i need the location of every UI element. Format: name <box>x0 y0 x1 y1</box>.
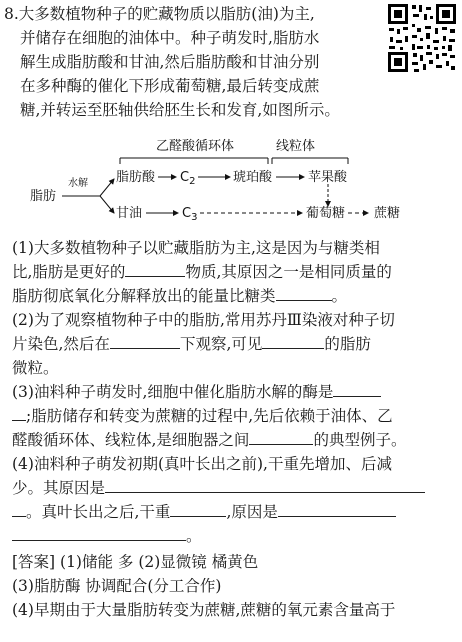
q2-text-3: 的脂肪 <box>324 335 371 353</box>
q4-blank-1b[interactable] <box>12 502 26 517</box>
q3-blank-2[interactable] <box>249 430 313 445</box>
intro-text: 大多数植物种子的贮藏物质以脂肪(油)为主, <box>18 5 315 23</box>
q3-text-4: 的典型例子。 <box>313 431 407 449</box>
q1-text-3: 脂肪彻底氧化分解释放出的能量比糖类 <box>12 287 276 305</box>
q2-text-1: 片染色,然后在 <box>12 335 110 353</box>
q2-blank-2[interactable] <box>262 334 324 349</box>
node-sucrose: 蔗糖 <box>374 206 401 221</box>
q2-text-2: 下观察,可见 <box>179 335 263 353</box>
q3-text-3: 醛酸循环体、线粒体,是细胞器之间 <box>12 431 250 449</box>
node-fatty-acid: 脂肪酸 <box>116 170 156 185</box>
q3-text-2: ;脂肪储存和转变为蔗糖的过程中,先后依赖于油体、乙 <box>26 407 393 425</box>
q4-line-4 <box>12 526 202 546</box>
q1-line-3 <box>12 286 347 306</box>
node-malate: 苹果酸 <box>308 170 348 185</box>
answer-line-1: [答案] (1)储能 多 (2)显微镜 橘黄色 <box>12 553 259 571</box>
q4-line-2 <box>12 478 425 498</box>
label-hydrolysis: 水解 <box>68 178 88 189</box>
q2-line-1: (2)为了观察植物种子中的脂肪,常用苏丹Ⅲ染液对种子切 <box>12 311 395 329</box>
q4-blank-2[interactable] <box>170 502 226 517</box>
q4-text-4: 。 <box>186 527 202 545</box>
answer-line-3: (4)早期由于大量脂肪转变为蔗糖,蔗糖的氧元素含量高于 <box>12 601 396 619</box>
q1-text-1: 比,脂肪是更好的 <box>12 263 126 281</box>
q1-blank-1[interactable] <box>125 262 185 277</box>
node-c2: $C_2$ <box>180 170 196 187</box>
arrow-to-fatty-acid <box>100 179 114 196</box>
q2-blank-1[interactable] <box>110 334 180 349</box>
q1-text-2: 物质,其原因之一是相同质量的 <box>185 263 392 281</box>
q4-text-2: 。真叶长出之后,干重 <box>26 503 171 521</box>
q4-blank-3a[interactable] <box>278 502 396 517</box>
q4-line-3 <box>12 502 396 522</box>
qr-code[interactable] <box>386 2 458 74</box>
q3-blank-1b[interactable] <box>12 406 26 421</box>
intro-line-1 <box>4 4 315 24</box>
node-glycerol: 甘油 <box>116 206 143 221</box>
q3-line-2 <box>12 406 393 426</box>
arrow-to-glycerol <box>100 196 114 213</box>
label-mitochondrion: 线粒体 <box>276 139 316 154</box>
q2-line-2 <box>12 334 371 354</box>
question-number: 8. <box>4 5 19 23</box>
q2-line-3: 微粒。 <box>12 359 59 377</box>
q1-line-2 <box>12 262 392 282</box>
metabolism-diagram <box>28 136 428 236</box>
q3-line-3 <box>12 430 406 450</box>
q3-blank-1a[interactable] <box>333 382 381 397</box>
q4-line-1: (4)油料种子萌发初期(真叶长出之前),干重先增加、后减 <box>12 455 392 473</box>
label-glyoxysome: 乙醛酸循环体 <box>156 139 235 154</box>
node-succinate: 琥珀酸 <box>233 170 273 185</box>
q1-text-4: 。 <box>331 287 348 305</box>
q3-text-1: (3)油料种子萌发时,细胞中催化脂肪水解的酶是 <box>12 383 334 401</box>
q4-text-1: 少。其原因是 <box>12 479 106 497</box>
node-glucose: 葡萄糖 <box>306 206 346 221</box>
intro-line-3: 解生成脂肪酸和甘油,然后脂肪酸和甘油分别 <box>20 53 320 71</box>
intro-line-4: 在多种酶的催化下形成葡萄糖,最后转变成蔗 <box>20 77 320 95</box>
q4-text-3: ,原因是 <box>226 503 278 521</box>
intro-line-2: 并储存在细胞的油体中。种子萌发时,脂肪水 <box>20 29 320 47</box>
node-c3: $C_3$ <box>182 206 198 223</box>
q1-blank-2[interactable] <box>276 286 332 301</box>
q4-blank-1a[interactable] <box>105 478 425 493</box>
q1-line-1: (1)大多数植物种子以贮藏脂肪为主,这是因为与糖类相 <box>12 239 380 257</box>
answer-line-2: (3)脂肪酶 协调配合(分工合作) <box>12 577 222 595</box>
node-fat: 脂肪 <box>30 189 57 204</box>
q4-blank-3b[interactable] <box>12 526 186 541</box>
intro-line-5: 糖,并转运至胚轴供给胚生长和发育,如图所示。 <box>20 101 340 119</box>
q3-line-1 <box>12 382 381 402</box>
